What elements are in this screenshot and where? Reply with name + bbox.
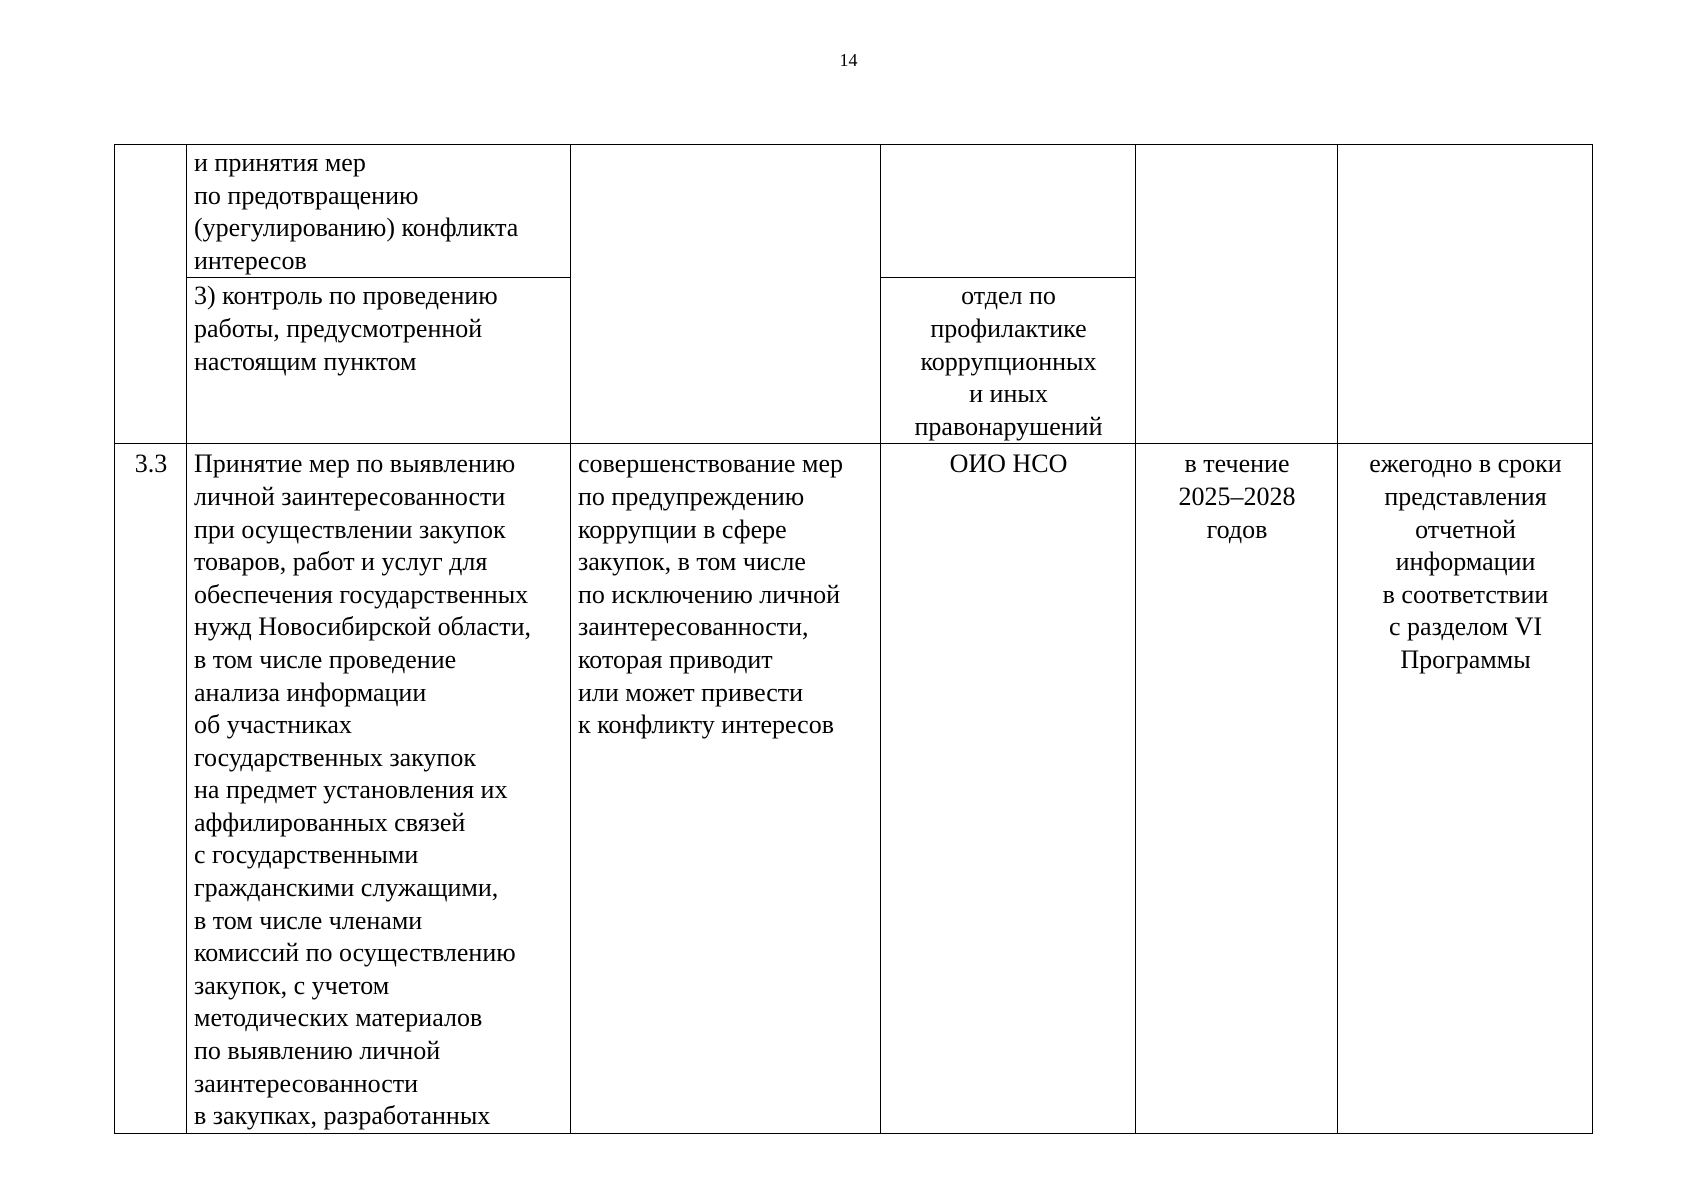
table-row-continued-top [115, 145, 1593, 278]
cell-result: совершенствование мер по предупреждению коррупции в сфере закупок, в том числе по исключению личной заинтересованности, которая приводит или может привести к конфликту интересов [571, 444, 881, 1133]
cell-deadline: в течение 2025–2028 годов [1136, 444, 1338, 1133]
cell-deadline-empty [1136, 145, 1338, 444]
cell-executor: ОИО НСО [881, 444, 1136, 1133]
cell-reporting-empty [1338, 145, 1593, 444]
cell-number-empty [115, 145, 187, 444]
measures-table [114, 144, 1593, 1134]
cell-measure-continued: и принятия мер по предотвращению (урегулированию) конфликта интересов [187, 145, 571, 278]
cell-row-number: 3.3 [115, 444, 187, 1133]
cell-executor-empty [881, 145, 1136, 278]
cell-measure-control: 3) контроль по проведению работы, предусмотренной настоящим пунктом [187, 278, 571, 444]
page-number: 14 [839, 50, 858, 70]
cell-reporting: ежегодно в сроки представления отчетной информации в соответствии с разделом VI Программы [1338, 444, 1593, 1133]
table-row-3-3 [115, 444, 1593, 1133]
cell-measure: Принятие мер по выявлению личной заинтересованности при осуществлении закупок товаров, работ и услуг для обеспечения государственных нужд Новосибирской области, в том числе проведение анализа информации об участниках государственных закупок на предмет установления их аффилированных связей с государственными гражданскими служащими, в том числе членами комиссий по осуществлению закупок, с учетом методических материалов по выявлению личной заинтересованности в закупках, разработанных [187, 444, 571, 1133]
cell-executor-department: отдел по профилактике коррупционных и иных правонарушений [881, 278, 1136, 444]
cell-result-empty [571, 145, 881, 444]
